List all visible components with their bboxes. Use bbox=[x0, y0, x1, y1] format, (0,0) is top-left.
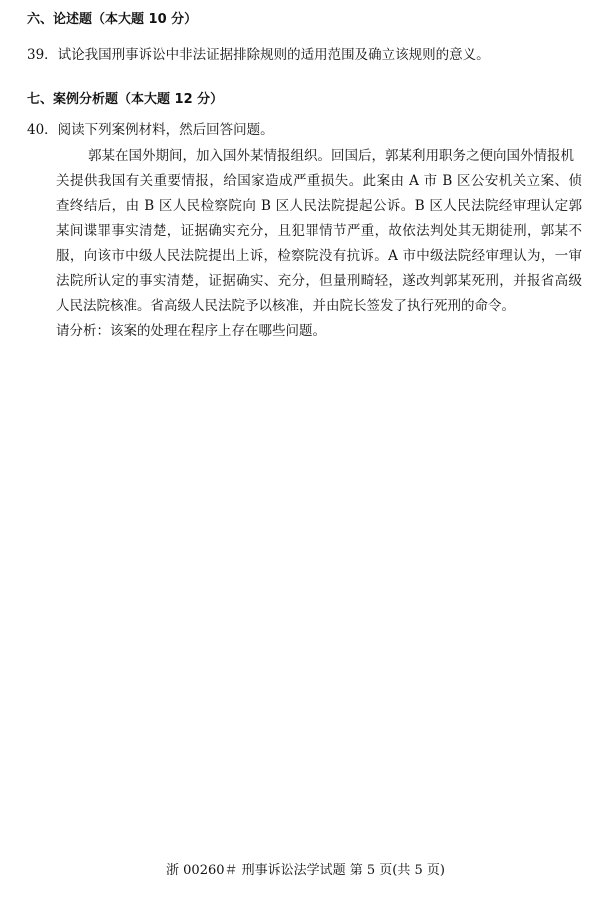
section-7-heading: 七、案例分析题（本大题 12 分） bbox=[27, 92, 224, 107]
question-40-intro: 40．阅读下列案例材料，然后回答问题。 bbox=[27, 122, 274, 138]
page-footer: 浙 00260＃ 刑事诉讼法学试题 第 5 页(共 5 页) bbox=[166, 863, 445, 878]
case-paragraph-line-1: 郭某在国外期间，加入国外某情报组织。回国后，郭某利用职务之便向国外情报机 bbox=[88, 148, 574, 164]
case-paragraph-line-5: 服，向该市中级人民法院提出上诉，检察院没有抗诉。A 市中级法院经审理认为，一审 bbox=[56, 248, 582, 264]
section-6-heading: 六、论述题（本大题 10 分） bbox=[27, 12, 198, 27]
analysis-question: 请分析：该案的处理在程序上存在哪些问题。 bbox=[56, 323, 326, 339]
case-paragraph-line-4: 某间谍罪事实清楚，证据确实充分，且犯罪情节严重，故依法判处其无期徒刑，郭某不 bbox=[56, 223, 582, 239]
case-paragraph-line-6: 法院所认定的事实清楚，证据确实、充分，但量刑畸轻，遂改判郭某死刑，并报省高级 bbox=[56, 273, 582, 289]
case-paragraph-line-7: 人民法院核准。省高级人民法院予以核准，并由院长签发了执行死刑的命令。 bbox=[56, 298, 515, 314]
question-39: 39．试论我国刑事诉讼中非法证据排除规则的适用范围及确立该规则的意义。 bbox=[27, 47, 490, 63]
case-paragraph-line-2: 关提供我国有关重要情报，给国家造成严重损失。此案由 A 市 B 区公安机关立案、侦 bbox=[56, 173, 582, 189]
case-paragraph-line-3: 查终结后，由 B 区人民检察院向 B 区人民法院提起公诉。B 区人民法院经审理认定郭 bbox=[56, 198, 582, 214]
